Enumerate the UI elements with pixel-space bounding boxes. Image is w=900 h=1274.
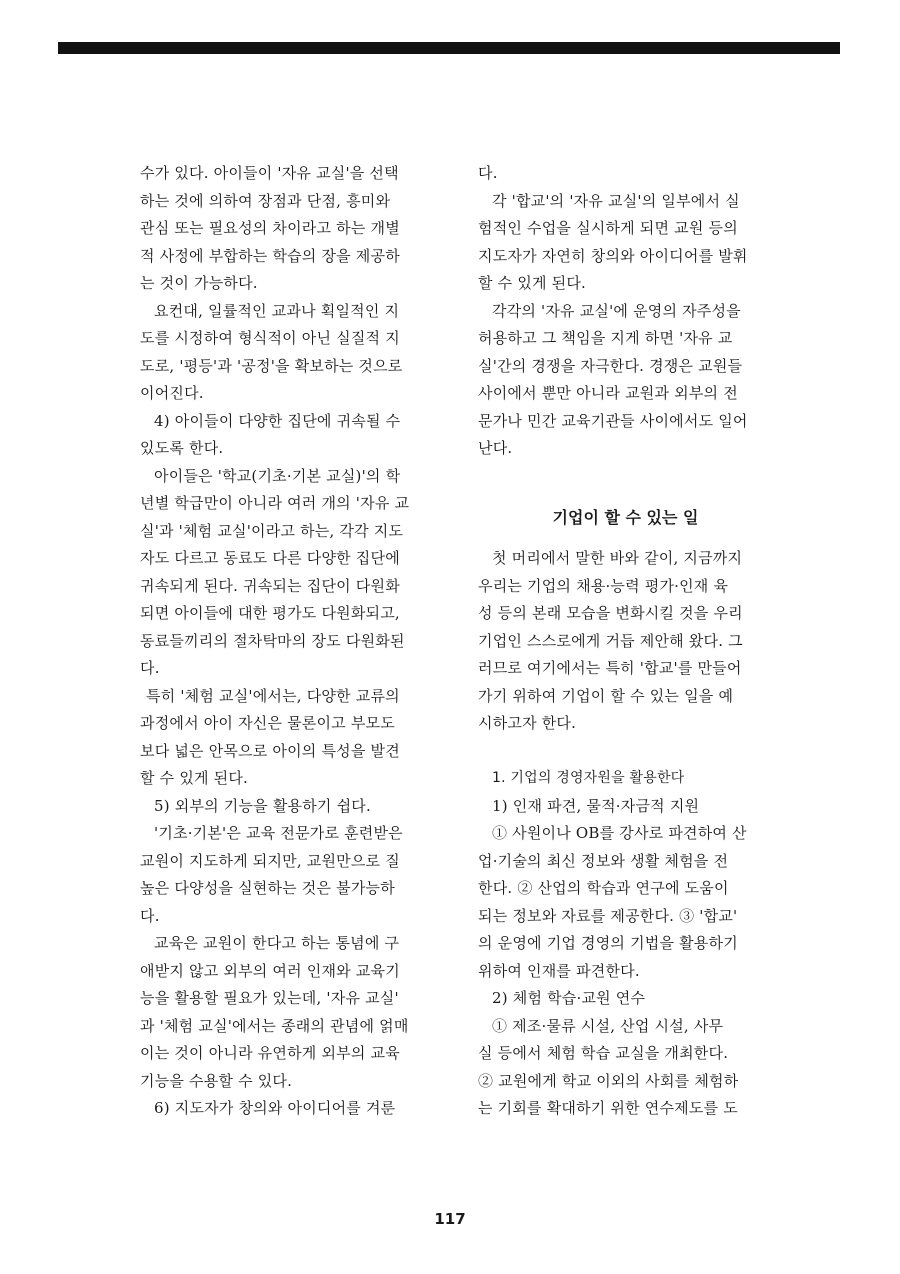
text-line: 관심 또는 필요성의 차이라고 하는 개별 xyxy=(140,219,400,237)
text-line: 동료들끼리의 절차탁마의 장도 다원화된 xyxy=(140,631,405,650)
text-line: 업·기술의 최신 정보와 생활 체험을 전 xyxy=(478,851,729,870)
text-line: 할 수 있게 된다. xyxy=(140,769,249,787)
text-line: 난다. xyxy=(478,439,513,457)
text-line: 도로, '평등'과 '공정'을 확보하는 것으로 xyxy=(140,356,403,375)
text-line: 의 운영에 기업 경영의 기법을 활용하기 xyxy=(478,934,738,952)
text-line: 아이들은 '학교(기초·기본 교실)'의 학 xyxy=(154,466,401,485)
blank-line xyxy=(478,463,773,491)
text-line: 년별 학급만이 아니라 여러 개의 '자유 교 xyxy=(140,494,410,512)
text-line: 특히 '체험 교실'에서는, 다양한 교류의 xyxy=(146,686,400,705)
text-line: 다. xyxy=(478,164,498,182)
text-line: 기업인 스스로에게 거듭 제안해 왔다. 그 xyxy=(478,631,743,650)
blank-line xyxy=(478,738,773,766)
text-line: 한다. ② 산업의 학습과 연구에 도움이 xyxy=(478,879,729,897)
text-line: 각각의 '자유 교실'에 운영의 자주성을 xyxy=(492,301,741,320)
text-line: 다. xyxy=(140,906,160,925)
text-line: 과정에서 아이 자신은 물론이고 부모도 xyxy=(140,714,395,732)
text-line: 이는 것이 아니라 유연하게 외부의 교육 xyxy=(140,1044,400,1062)
text-line: 지도자가 자연히 창의와 아이디어를 발휘 xyxy=(478,246,748,265)
text-line: 도를 시정하여 형식적이 아닌 실질적 지 xyxy=(140,329,400,347)
text-line: 문가나 민간 교육기관들 사이에서도 일어 xyxy=(478,411,748,430)
text-line: 되면 아이들에 대한 평가도 다원화되고, xyxy=(140,604,400,622)
text-line: 되는 정보와 자료를 제공한다. ③ '합교' xyxy=(478,906,738,925)
text-line: ② 교원에게 학교 이외의 사회를 체험하 xyxy=(478,1071,739,1090)
text-line: 실'과 '체험 교실'이라고 하는, 각각 지도 xyxy=(140,521,404,540)
text-line: 가기 위하여 기업이 할 수 있는 일을 예 xyxy=(478,686,734,705)
text-line: 2) 체험 학습·교원 연수 xyxy=(492,989,646,1007)
text-line: 험적인 수업을 실시하게 되면 교원 등의 xyxy=(478,219,738,237)
text-line: 4) 아이들이 다양한 집단에 귀속될 수 xyxy=(154,411,401,430)
right-column xyxy=(478,160,773,1123)
section-heading: 기업이 할 수 있는 일 xyxy=(552,508,699,527)
text-line: 적 사정에 부합하는 학습의 장을 제공하 xyxy=(140,246,400,265)
text-line: 는 기회를 확대하기 위한 연수제도를 도 xyxy=(478,1099,738,1117)
text-line: '기초·기본'은 교육 전문가로 훈련받은 xyxy=(154,824,403,842)
text-line: 는 것이 가능하다. xyxy=(140,274,258,292)
text-line: 다. xyxy=(140,659,160,677)
text-line: 요컨대, 일률적인 교과나 획일적인 지 xyxy=(154,301,400,320)
top-rule xyxy=(58,42,840,54)
text-line: 러므로 여기에서는 특히 '합교'를 만들어 xyxy=(478,659,742,677)
text-line: 각 '합교'의 '자유 교실'의 일부에서 실 xyxy=(492,191,740,210)
text-line: 사이에서 뿐만 아니라 교원과 외부의 전 xyxy=(478,384,738,402)
text-line: 있도록 한다. xyxy=(140,439,224,457)
text-line: 기능을 수용할 수 있다. xyxy=(140,1071,293,1090)
text-line: 보다 넓은 안목으로 아이의 특성을 발견 xyxy=(140,741,400,760)
text-line: 허용하고 그 책임을 지게 하면 '자유 교 xyxy=(478,329,733,347)
text-line: 1) 인재 파견, 물적·자금적 지원 xyxy=(492,796,700,815)
text-line: 하는 것에 의하여 장점과 단점, 흥미와 xyxy=(140,191,391,210)
page-number: 117 xyxy=(434,1210,466,1228)
text-line: 능을 활용할 필요가 있는데, '자유 교실' xyxy=(140,989,399,1007)
text-line: ① 제조·물류 시설, 산업 시설, 사무 xyxy=(492,1016,724,1035)
text-line: 시하고자 한다. xyxy=(478,714,577,732)
text-line: 자도 다르고 동료도 다른 다양한 집단에 xyxy=(140,549,400,567)
text-line: 귀속되게 된다. 귀속되는 집단이 다원화 xyxy=(140,576,400,595)
left-column xyxy=(140,160,435,1123)
text-line: 첫 머리에서 말한 바와 같이, 지금까지 xyxy=(492,549,743,567)
text-line: 과 '체험 교실'에서는 종래의 관념에 얽매 xyxy=(140,1016,409,1035)
text-line: 수가 있다. 아이들이 '자유 교실'을 선택 xyxy=(140,164,399,182)
text-line: 실'간의 경쟁을 자극한다. 경쟁은 교원들 xyxy=(478,356,743,375)
text-line: 위하여 인재를 파견한다. xyxy=(478,961,640,980)
text-line: 실 등에서 체험 학습 교실을 개최한다. xyxy=(478,1044,729,1062)
text-line: 애받지 않고 외부의 여러 인재와 교육기 xyxy=(140,961,400,980)
text-line: ① 사원이나 OB를 강사로 파견하여 산 xyxy=(492,824,747,842)
text-line: 우리는 기업의 채용·능력 평가·인재 육 xyxy=(478,576,729,595)
text-line: 높은 다양성을 실현하는 것은 불가능하 xyxy=(140,879,395,897)
text-line: 할 수 있게 된다. xyxy=(478,274,587,292)
text-line: 이어진다. xyxy=(140,384,204,402)
text-line: 성 등의 본래 모습을 변화시킬 것을 우리 xyxy=(478,604,743,622)
text-line: 교육은 교원이 한다고 하는 통념에 구 xyxy=(154,934,400,952)
text-line: 6) 지도자가 창의와 아이디어를 겨룬 xyxy=(154,1099,396,1117)
text-line: 교원이 지도하게 되지만, 교원만으로 질 xyxy=(140,851,400,870)
text-line: 5) 외부의 기능을 활용하기 쉽다. xyxy=(154,796,371,815)
subsection-heading: 1. 기업의 경영자원을 활용한다 xyxy=(492,770,685,786)
